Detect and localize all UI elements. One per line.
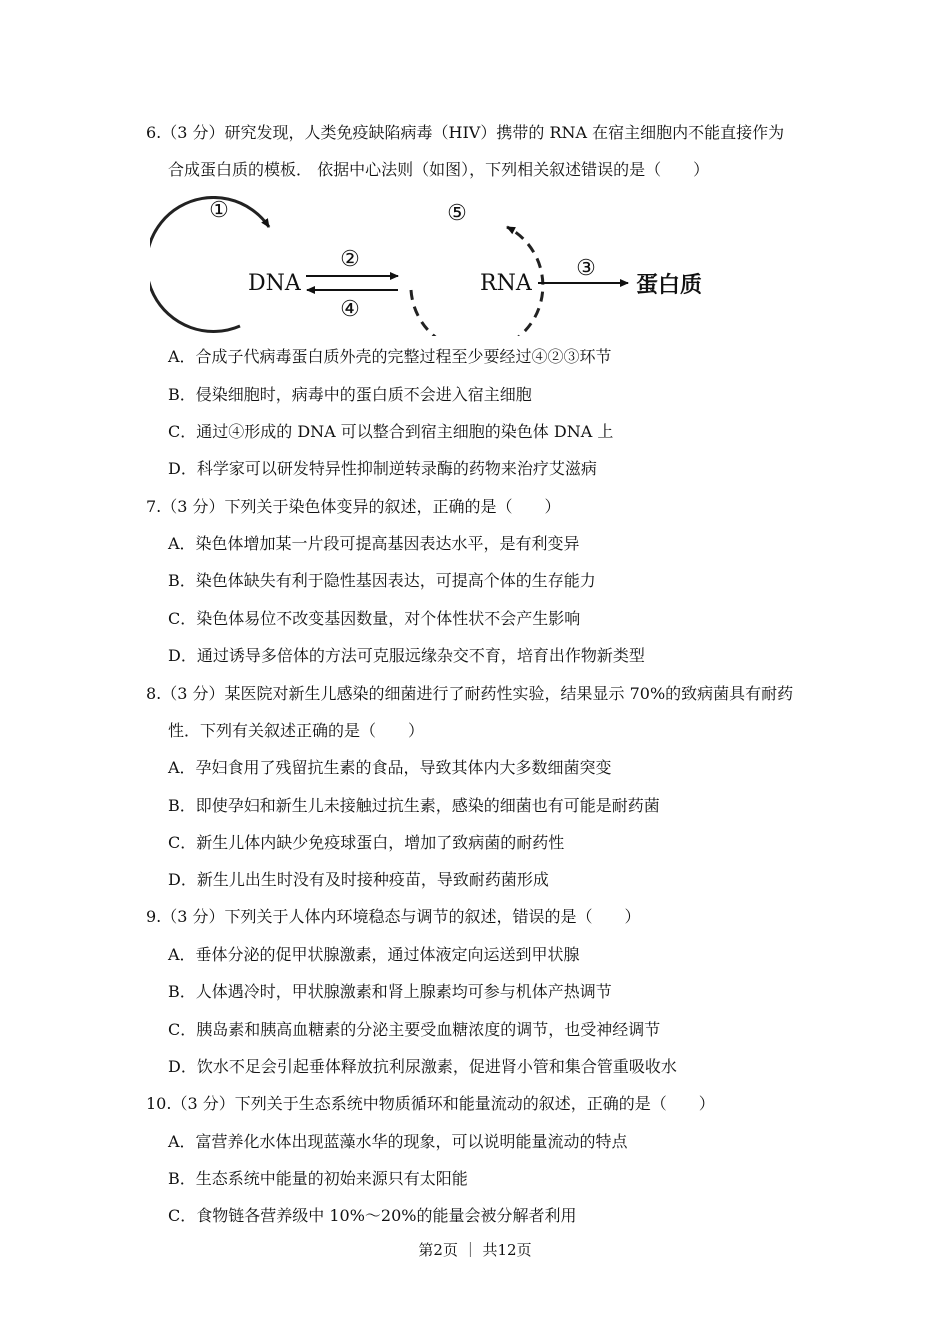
question-7-option-c: C．染色体易位不改变基因数量，对个体性状不会产生影响	[168, 609, 581, 628]
protein-label: 蛋白质	[636, 272, 703, 298]
question-10-option-a: A．富营养化水体出现蓝藻水华的现象，可以说明能量流动的特点	[168, 1132, 628, 1151]
question-9-option-a: A．垂体分泌的促甲状腺激素，通过体液定向运送到甲状腺	[168, 945, 580, 964]
question-9-option-d: D．饮水不足会引起垂体释放抗利尿激素，促进肾小管和集合管重吸收水	[168, 1057, 677, 1076]
question-10-line-1: 10.（3 分）下列关于生态系统中物质循环和能量流动的叙述，正确的是（ ）	[146, 1094, 715, 1113]
question-6-line-1: 6.（3 分）研究发现，人类免疫缺陷病毒（HIV）携带的 RNA 在宿主细胞内不能直接作为	[146, 123, 785, 142]
question-10-option-c: C．食物链各营养级中 10%～20%的能量会被分解者利用	[168, 1206, 577, 1225]
question-8-option-d: D．新生儿出生时没有及时接种疫苗，导致耐药菌形成	[168, 870, 549, 889]
question-6-option-c: C．通过④形成的 DNA 可以整合到宿主细胞的染色体 DNA 上	[168, 422, 614, 441]
question-6-option-d: D．科学家可以研发特异性抑制逆转录酶的药物来治疗艾滋病	[168, 459, 597, 478]
question-8-line-1: 8.（3 分）某医院对新生儿感染的细菌进行了耐药性实验，结果显示 70%的致病菌具有耐药	[146, 684, 794, 703]
question-10-option-b: B．生态系统中能量的初始来源只有太阳能	[168, 1169, 468, 1188]
question-6-line-2: 合成蛋白质的模板． 依据中心法则（如图），下列相关叙述错误的是（ ）	[168, 160, 710, 179]
question-9-option-b: B．人体遇冷时，甲状腺激素和肾上腺素均可参与机体产热调节	[168, 982, 612, 1001]
question-8-line-2: 性．下列有关叙述正确的是（ ）	[168, 721, 425, 740]
marker-4: ④	[340, 297, 360, 322]
question-7-line-1: 7.（3 分）下列关于染色体变异的叙述，正确的是（ ）	[146, 497, 561, 516]
marker-2: ②	[340, 247, 360, 272]
question-7-option-b: B．染色体缺失有利于隐性基因表达，可提高个体的生存能力	[168, 571, 596, 590]
question-8-option-b: B．即使孕妇和新生儿未接触过抗生素，感染的细菌也有可能是耐药菌	[168, 796, 660, 815]
question-6-option-b: B．侵染细胞时，病毒中的蛋白质不会进入宿主细胞	[168, 385, 532, 404]
question-8-option-a: A．孕妇食用了残留抗生素的食品，导致其体内大多数细菌突变	[168, 758, 612, 777]
question-8-option-c: C．新生儿体内缺少免疫球蛋白，增加了致病菌的耐药性	[168, 833, 565, 852]
question-9-line-1: 9.（3 分）下列关于人体内环境稳态与调节的叙述，错误的是（ ）	[146, 907, 641, 926]
question-7-option-a: A．染色体增加某一片段可提高基因表达水平，是有利变异	[168, 534, 580, 553]
rna-label: RNA	[480, 271, 532, 296]
question-9-option-c: C．胰岛素和胰高血糖素的分泌主要受血糖浓度的调节，也受神经调节	[168, 1020, 661, 1039]
question-7-option-d: D．通过诱导多倍体的方法可克服远缘杂交不育，培育出作物新类型	[168, 646, 645, 665]
central-dogma-diagram	[150, 196, 730, 336]
question-6-option-a: A．合成子代病毒蛋白质外壳的完整过程至少要经过④②③环节	[168, 347, 612, 366]
marker-3: ③	[576, 256, 596, 281]
marker-1: ①	[209, 198, 229, 223]
dna-label: DNA	[248, 271, 301, 296]
page-footer: 第2页 ｜ 共12页	[418, 1241, 532, 1259]
marker-5: ⑤	[447, 201, 467, 226]
